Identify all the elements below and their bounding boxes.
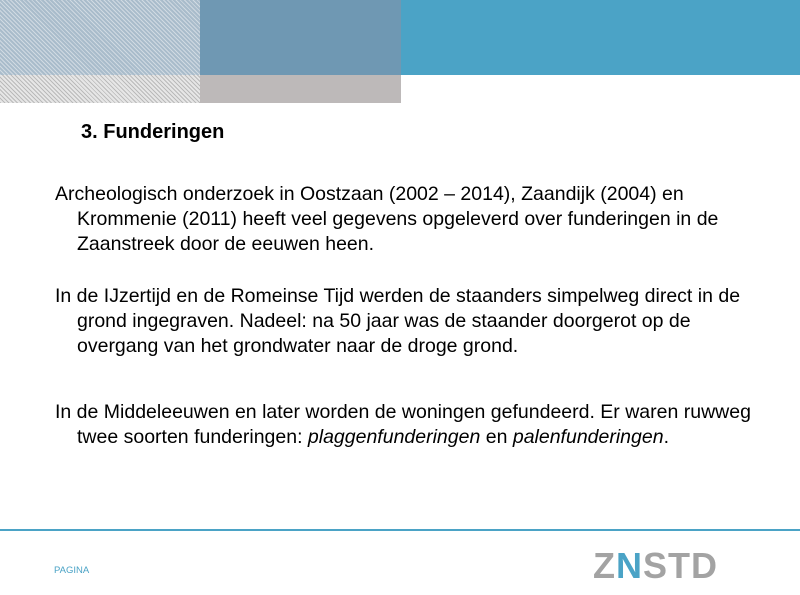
paragraph-middle-ages-conj: en [480,426,513,448]
header-banner [0,0,800,103]
header-block-accent [401,0,800,75]
paragraph-middle-ages [55,400,775,450]
paragraph-archeology: Archeologisch onderzoek in Oostzaan (2002 – 2014), Zaandijk (2004) en Krommenie (2011) heeft veel gegevens opgeleverd over funderingen in de Zaanstreek door de eeuwen heen. [55,183,719,255]
paragraph-middle-ages-end: . [663,426,669,448]
header-strip-gray [200,75,401,103]
header-block-mid [200,0,401,75]
term-plaggenfunderingen: plaggenfunderingen [307,426,481,448]
logo-letter-n: N [616,545,643,586]
znstd-logo [593,547,718,585]
header-strip-hatched [0,75,200,103]
slide-body [55,182,775,450]
slide-title: 3. Funderingen [81,121,225,143]
logo-letters-std: STD [643,545,718,586]
page-label: PAGINA [54,565,90,576]
header-block-hatched [0,0,200,75]
term-palenfunderingen: palenfunderingen [512,426,664,448]
paragraph-iron-age: In de IJzertijd en de Romeinse Tijd werden de staanders simpelweg direct in de grond ingegraven. Nadeel: na 50 jaar was de staander doorgerot op de overgang van het grondwater naar de droge grond. [55,285,741,357]
paragraph-middle-ages-text: In de Middeleeuwen en later worden de woningen gefundeerd. Er waren ruwweg twee soorten funderingen: [55,401,751,448]
footer-divider [0,529,800,531]
logo-letter-z: Z [593,545,616,586]
